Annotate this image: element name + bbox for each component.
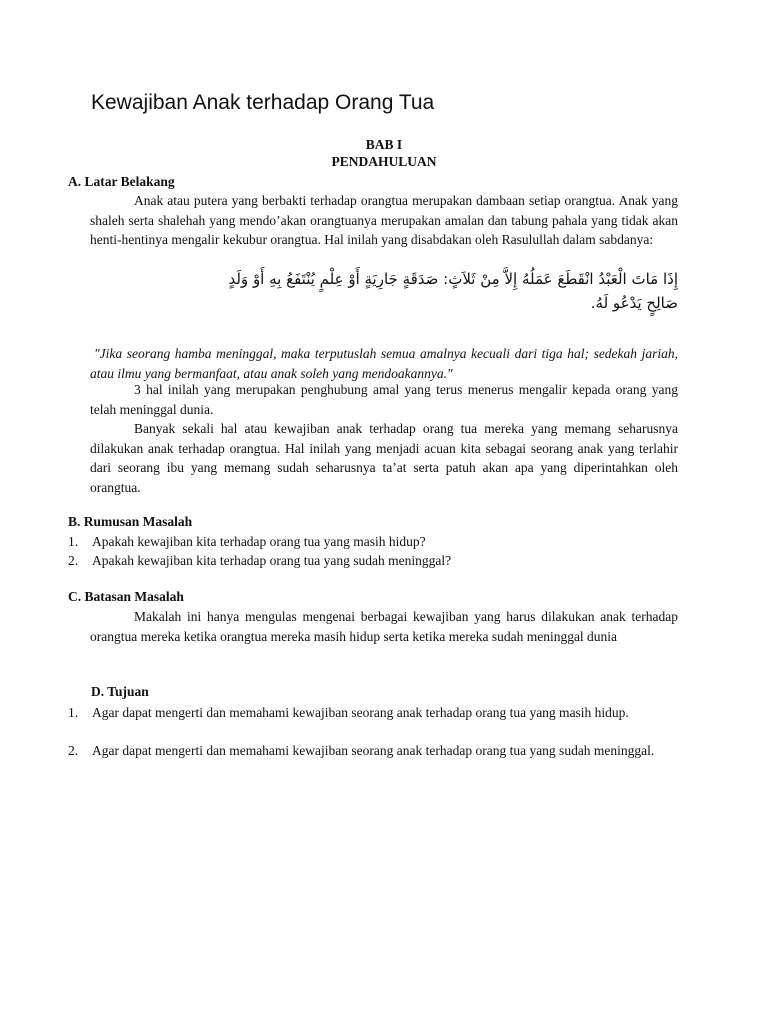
section-a-paragraph-3: Banyak sekali hal atau kewajiban anak terhadap orang tua mereka yang memang seharusnya dilakukan anak terhadap orangtua. Hal inilah yang menjadi acuan kita sebagai seorang anak yang terlahir dari seorang ibu yang memang sudah seharusnya ta’at serta patuh akan apa yang diperintahkan oleh orangtua. <box>90 421 678 495</box>
list-item-number: 2. <box>68 553 79 568</box>
list-item-text: Apakah kewajiban kita terhadap orang tua yang sudah meninggal? <box>92 553 452 568</box>
section-a-paragraph-2: 3 hal inilah yang merupakan penghubung amal yang terus menerus mengalir kepada orang yang telah meninggal dunia. <box>90 382 678 417</box>
section-c-heading: C. Batasan Masalah <box>68 589 184 604</box>
section-a-heading: A. Latar Belakang <box>68 174 175 189</box>
chapter-title: PENDAHULUAN <box>331 154 437 169</box>
list-item-text: Agar dapat mengerti dan memahami kewajiban seorang anak terhadap orang tua yang sudah meninggal. <box>92 743 655 758</box>
list-item-number: 1. <box>68 534 79 549</box>
hadith-translation: "Jika seorang hamba meninggal, maka terputuslah semua amalnya kecuali dari tiga hal; sedekah jariah, atau ilmu yang bermanfaat, atau anak soleh yang mendoakannya." <box>90 346 678 381</box>
list-item <box>68 532 678 551</box>
chapter-number: BAB I <box>365 137 403 152</box>
list-item <box>68 703 678 722</box>
list-item <box>68 551 678 570</box>
list-item-number: 1. <box>68 705 79 720</box>
list-item <box>68 741 678 760</box>
list-item-number: 2. <box>68 743 79 758</box>
document-title: Kewajiban Anak terhadap Orang Tua <box>91 91 435 114</box>
list-item-text: Apakah kewajiban kita terhadap orang tua yang masih hidup? <box>92 534 426 549</box>
section-c-paragraph: Makalah ini hanya mengulas mengenai berbagai kewajiban yang harus dilakukan anak terhadap orangtua mereka ketika orangtua mereka masih hidup serta ketika mereka sudah meninggal dunia <box>90 609 678 644</box>
list-item-text: Agar dapat mengerti dan memahami kewajiban seorang anak terhadap orang tua yang masih hidup. <box>92 705 629 720</box>
section-d-heading: D. Tujuan <box>91 684 149 699</box>
section-b-heading: B. Rumusan Masalah <box>68 514 193 529</box>
hadith-arabic <box>196 267 678 315</box>
section-a-paragraph-1: Anak atau putera yang berbakti terhadap orangtua merupakan dambaan setiap orangtua. Anak yang shaleh serta shalehah yang mendo’akan orangtuanya merupakan amalan dan tabung pahala yang tidak akan henti-hentinya mengalir kekubur orangtua. Hal inilah yang disabdakan oleh Rasulullah dalam sabdanya: <box>90 193 678 247</box>
hadith-arabic-line-1: إِذَا مَاتَ الْعَبْدُ انْقَطَعَ عَمَلُهُ إِلاَّ مِنْ ثَلاَثٍ: صَدَقَةٍ جَارِيَةٍ أَوْ عِلْمٍ يُنْتَفَعُ بِهِ أَوْ وَلَدٍ <box>228 270 678 288</box>
hadith-arabic-line-2: صَالِحٍ يَدْعُو لَهُ. <box>590 294 678 312</box>
